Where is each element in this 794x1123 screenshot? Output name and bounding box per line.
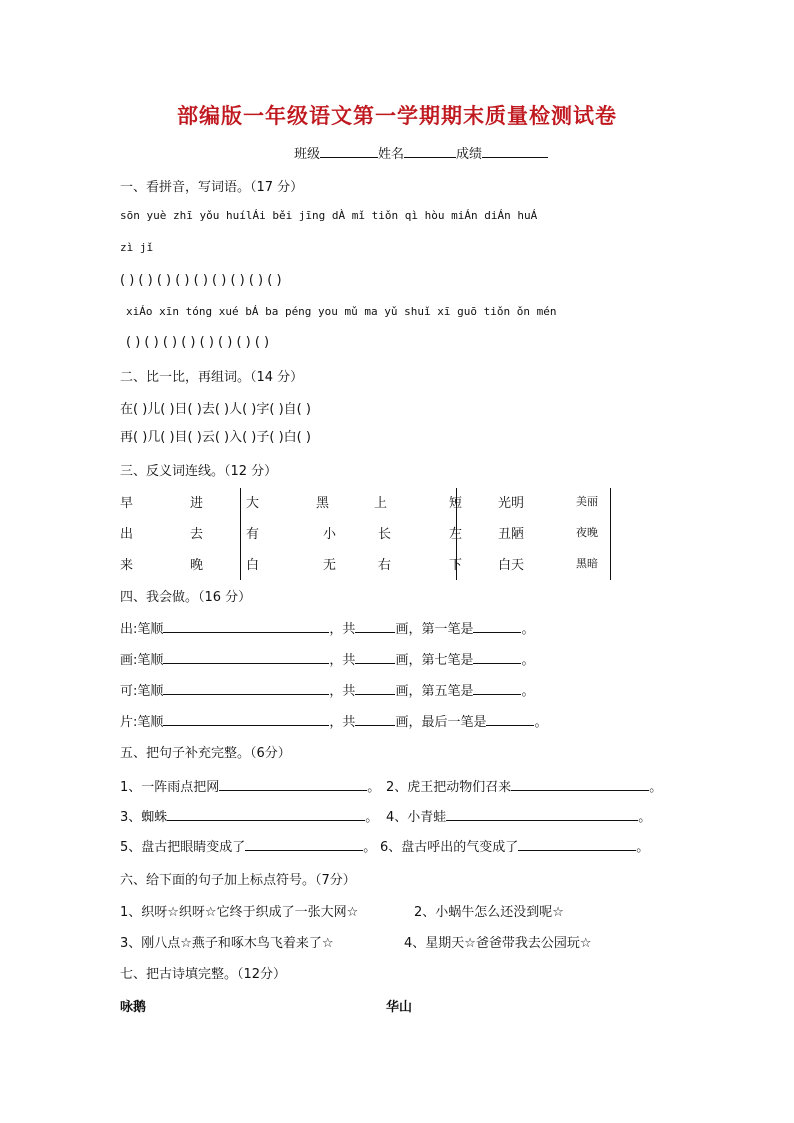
punctuation-item[interactable]: 4、星期天☆爸爸带我去公园玩☆ [404, 936, 592, 951]
antonym-word[interactable]: 左 [449, 527, 463, 542]
antonym-word[interactable]: 去 [190, 527, 204, 542]
stroke-char: 画 [120, 653, 134, 668]
section-7-heading: 七、把古诗填完整。（12分） [120, 967, 287, 982]
sentence-item [120, 806, 378, 825]
stroke-count-blank[interactable] [355, 682, 395, 695]
stroke-order-blank[interactable] [163, 620, 329, 633]
sentence-prompt: 3、蜘蛛 [120, 810, 168, 825]
stroke-order-row: 画:笔顺 ，共 画，第七笔是 。 [120, 653, 535, 668]
sentence-item [120, 836, 376, 855]
stroke-count-label: ，共 [329, 715, 356, 730]
antonym-word[interactable]: 早 [120, 496, 134, 511]
class-label: 班级 [294, 147, 321, 162]
pinyin-row-1: sōn yuè zhī yǒu huílÁi běi jīng dÀ mǐ tiǒn qì hòu miÁn diÁn huÁ [120, 209, 538, 222]
section-3-heading: 三、反义词连线。（12 分） [120, 464, 278, 479]
antonym-word[interactable]: 出 [120, 527, 134, 542]
section-2-heading: 二、比一比，再组词。（14 分） [120, 370, 304, 385]
period: 。 [636, 840, 650, 855]
hua-label: 画， [395, 715, 422, 730]
stroke-char: 可 [120, 684, 134, 699]
antonym-word[interactable]: 长 [378, 527, 392, 542]
stroke-order-row: 出:笔顺 ，共 画，第一笔是 。 [120, 622, 535, 637]
divider-line [240, 488, 241, 580]
antonym-word[interactable]: 有 [246, 527, 260, 542]
period: 。 [534, 715, 548, 730]
period: 。 [521, 653, 535, 668]
antonym-word[interactable]: 来 [120, 558, 134, 573]
sentence-prompt: 2、虎王把动物们召来 [386, 780, 512, 795]
sentence-blank[interactable] [511, 778, 649, 791]
antonym-word[interactable]: 大 [246, 496, 260, 511]
stroke-position-label: 第一笔是 [421, 622, 474, 637]
pinyin-row-1b: zì jǐ [120, 241, 154, 254]
compare-row-1[interactable]: 在( )儿( )日( )去( )人( )字( )自( ) [120, 402, 311, 417]
sentence-prompt: 6、盘古呼出的气变成了 [380, 840, 519, 855]
stroke-order-row: 片:笔顺 ，共 画，最后一笔是 。 [120, 715, 548, 730]
period: 。 [363, 840, 377, 855]
stroke-order-label: 笔顺 [137, 653, 164, 668]
sentence-blank[interactable] [219, 778, 367, 791]
stroke-order-row: 可:笔顺 ，共 画，第五笔是 。 [120, 684, 535, 699]
stroke-position-label: 第五笔是 [421, 684, 474, 699]
antonym-word[interactable]: 黑暗 [576, 557, 598, 570]
name-label: 姓名 [378, 147, 405, 162]
stroke-count-label: ，共 [329, 622, 356, 637]
hua-label: 画， [395, 653, 422, 668]
period: 。 [638, 810, 652, 825]
sentence-item [386, 776, 662, 795]
period: 。 [649, 780, 663, 795]
section-4-heading: 四、我会做。（16 分） [120, 590, 252, 605]
name-blank[interactable] [404, 144, 456, 158]
stroke-order-blank[interactable] [163, 713, 329, 726]
sentence-prompt: 1、一阵雨点把网 [120, 780, 220, 795]
stroke-count-blank[interactable] [355, 713, 395, 726]
section-1-heading: 一、看拼音，写词语。（17 分） [120, 180, 304, 195]
sentence-blank[interactable] [518, 838, 636, 851]
score-label: 成绩 [456, 147, 483, 162]
antonym-word[interactable]: 进 [190, 496, 204, 511]
antonym-word[interactable]: 白 [246, 558, 260, 573]
stroke-position-label: 最后一笔是 [421, 715, 487, 730]
stroke-order-blank[interactable] [163, 682, 329, 695]
sentence-item [380, 836, 649, 855]
section-5-heading: 五、把句子补充完整。（6分） [120, 746, 291, 761]
antonym-word[interactable]: 无 [323, 558, 337, 573]
antonym-word[interactable]: 夜晚 [576, 526, 598, 539]
sentence-blank[interactable] [167, 808, 365, 821]
stroke-answer-blank[interactable] [473, 651, 521, 664]
antonym-word[interactable]: 下 [449, 558, 463, 573]
antonym-word[interactable]: 白天 [498, 558, 525, 573]
antonym-word[interactable]: 右 [378, 558, 392, 573]
stroke-count-label: ，共 [329, 684, 356, 699]
antonym-word[interactable]: 上 [374, 496, 388, 511]
sentence-item [120, 776, 380, 795]
punctuation-item[interactable]: 2、小蜗牛怎么还没到呢☆ [414, 905, 564, 920]
stroke-order-label: 笔顺 [137, 684, 164, 699]
hua-label: 画， [395, 622, 422, 637]
hua-label: 画， [395, 684, 422, 699]
antonym-word[interactable]: 黑 [316, 496, 330, 511]
sentence-blank[interactable] [446, 808, 638, 821]
punctuation-item[interactable]: 3、刚八点☆燕子和啄木鸟飞着来了☆ [120, 936, 334, 951]
stroke-count-label: ，共 [329, 653, 356, 668]
stroke-order-blank[interactable] [163, 651, 329, 664]
page-title: 部编版一年级语文第一学期期末质量检测试卷 [177, 104, 617, 128]
period: 。 [521, 622, 535, 637]
punctuation-item[interactable]: 1、织呀☆织呀☆它终于织成了一张大网☆ [120, 905, 359, 920]
answer-parens-row-1[interactable]: ( ) ( ) ( ) ( ) ( ) ( ) ( ) ( ) ( ) [120, 273, 282, 288]
period: 。 [365, 810, 379, 825]
sentence-prompt: 5、盘古把眼睛变成了 [120, 840, 246, 855]
stroke-answer-blank[interactable] [473, 620, 521, 633]
stroke-char: 片 [120, 715, 134, 730]
stroke-order-label: 笔顺 [137, 715, 164, 730]
student-info [294, 143, 548, 162]
antonym-word[interactable]: 美丽 [576, 495, 598, 508]
antonym-word[interactable]: 晚 [190, 558, 204, 573]
stroke-count-blank[interactable] [355, 620, 395, 633]
period: 。 [521, 684, 535, 699]
score-blank[interactable] [482, 144, 548, 158]
period: 。 [367, 780, 381, 795]
pinyin-row-2: xiÁo xīn tóng xué bÁ ba péng you mǔ ma yǔ shuǐ xī guō tiǒn ǒn mén [126, 305, 557, 318]
sentence-item [386, 806, 651, 825]
antonym-word[interactable]: 丑陋 [498, 527, 525, 542]
antonym-matching-grid [120, 488, 620, 580]
stroke-answer-blank[interactable] [486, 713, 534, 726]
answer-parens-row-2[interactable]: ( ) ( ) ( ) ( ) ( ) ( ) ( ) ( ) [126, 335, 270, 350]
compare-row-2[interactable]: 再( )几( )目( )云( )入( )子( )白( ) [120, 430, 311, 445]
class-blank[interactable] [320, 144, 378, 158]
antonym-word[interactable]: 小 [323, 527, 337, 542]
poem-title: 华山 [386, 1000, 413, 1015]
stroke-position-label: 第七笔是 [421, 653, 474, 668]
antonym-word[interactable]: 光明 [498, 496, 525, 511]
antonym-word[interactable]: 短 [449, 496, 463, 511]
divider-line [610, 488, 611, 580]
stroke-count-blank[interactable] [355, 651, 395, 664]
stroke-answer-blank[interactable] [473, 682, 521, 695]
sentence-prompt: 4、小青蛙 [386, 810, 447, 825]
sentence-blank[interactable] [245, 838, 363, 851]
stroke-order-label: 笔顺 [137, 622, 164, 637]
stroke-char: 出 [120, 622, 134, 637]
poem-title: 咏鹅 [120, 1000, 147, 1015]
section-6-heading: 六、给下面的句子加上标点符号。（7分） [120, 873, 356, 888]
